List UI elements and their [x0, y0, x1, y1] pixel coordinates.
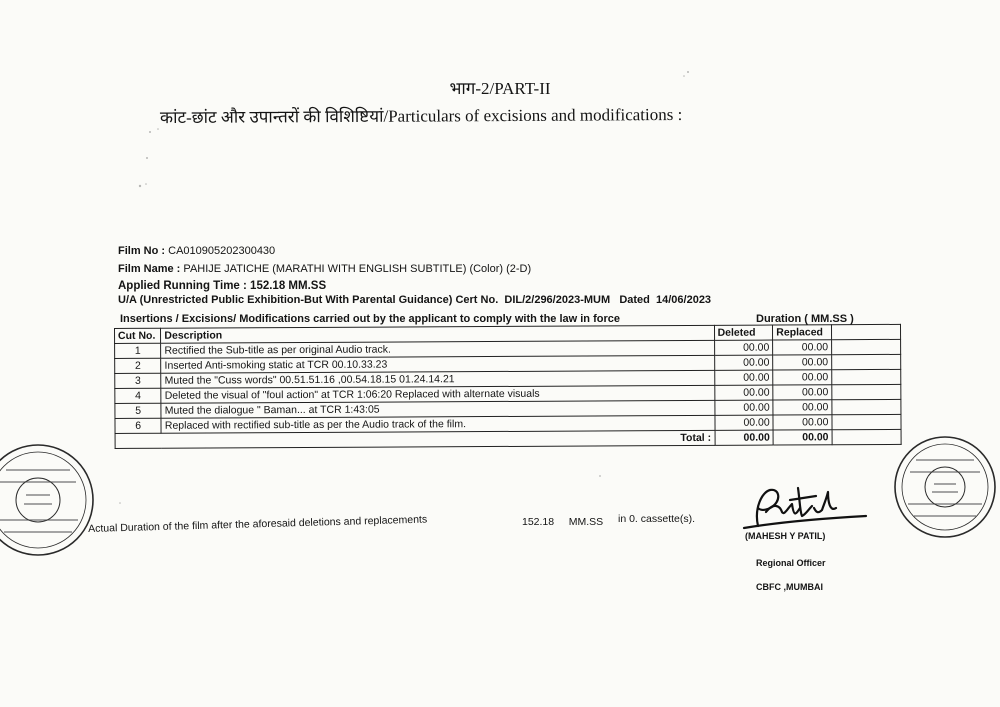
cut-replaced: 00.00	[773, 415, 832, 430]
dated-value: 14/06/2023	[656, 294, 712, 306]
total-label: Total :	[115, 430, 715, 448]
total-replaced: 00.00	[773, 430, 832, 445]
running-time-value: 152.18 MM.SS	[250, 280, 327, 292]
cut-replaced: 00.00	[773, 340, 832, 355]
blank-cell	[832, 384, 901, 399]
running-time-row	[118, 280, 326, 292]
film-name-value: PAHIJE JATICHE (MARATHI WITH ENGLISH SUBTITLE) (Color) (2-D)	[183, 263, 532, 275]
blank-cell	[832, 414, 901, 429]
cut-replaced: 00.00	[773, 370, 832, 385]
running-time-label: Applied Running Time :	[118, 280, 247, 292]
actual-duration-value	[522, 516, 603, 528]
cut-deleted: 00.00	[714, 415, 773, 430]
certificate-row	[118, 294, 711, 306]
header-description: Description	[161, 325, 714, 343]
cut-no: 4	[115, 388, 161, 403]
cut-deleted: 00.00	[714, 370, 773, 385]
certificate-text: U/A (Unrestricted Public Exhibition-But With Parental Guidance) Cert No.	[118, 294, 499, 306]
cut-no: 5	[115, 403, 161, 418]
duration-heading: Duration ( MM.SS )	[756, 313, 854, 325]
signatory-role: Regional Officer	[756, 558, 826, 568]
certificate-number: DIL/2/296/2023-MUM	[504, 294, 611, 306]
cassette-count: in 0. cassette(s).	[618, 513, 696, 525]
actual-duration-label: Actual Duration of the film after the aforesaid deletions and replacements	[88, 513, 428, 535]
particulars-heading: कांट-छांट और उपान्तरों की विशिष्टियां/Particulars of excisions and modifications :	[159, 104, 683, 128]
header-replaced: Replaced	[773, 325, 832, 340]
film-name-row	[118, 263, 531, 275]
signatory-office: CBFC ,MUMBAI	[756, 582, 823, 592]
cut-deleted: 00.00	[714, 355, 773, 370]
signatory-name: (MAHESH Y PATIL)	[745, 531, 826, 541]
cut-replaced: 00.00	[773, 400, 832, 415]
part-heading: भाग-2/PART-II	[449, 79, 551, 98]
cut-deleted: 00.00	[714, 400, 773, 415]
cut-deleted: 00.00	[714, 385, 773, 400]
cuts-table	[114, 324, 902, 449]
cbfc-stamp-left	[0, 440, 98, 560]
film-no-value: CA010905202300430	[168, 245, 276, 257]
blank-cell	[832, 369, 901, 384]
cut-deleted: 00.00	[714, 340, 773, 355]
cut-description: Inserted Anti-smoking static at TCR 00.10.33.23	[161, 355, 714, 373]
film-no-row	[118, 245, 275, 257]
cut-no: 2	[115, 358, 161, 373]
header-deleted: Deleted	[714, 325, 773, 340]
insertions-heading: Insertions / Excisions/ Modifications carried out by the applicant to comply with the law in force	[120, 313, 620, 325]
total-deleted: 00.00	[715, 430, 774, 445]
blank-cell	[832, 354, 901, 369]
actual-duration-unit: MM.SS	[568, 516, 604, 528]
film-no-label: Film No :	[118, 245, 166, 257]
header-blank	[831, 324, 900, 339]
cut-description: Muted the dialogue " Baman... at TCR 1:43:05	[161, 400, 714, 418]
blank-cell	[832, 399, 901, 414]
cut-no: 3	[115, 373, 161, 388]
blank-cell	[831, 339, 900, 354]
cut-no: 1	[115, 343, 161, 358]
signature	[740, 478, 870, 538]
cut-description: Replaced with rectified sub-title as per the Audio track of the film.	[161, 415, 714, 433]
cut-description: Deleted the visual of "foul action" at TCR 1:06:20 Replaced with alternate visuals	[161, 385, 714, 403]
cut-description: Muted the "Cuss words" 00.51.51.16 ,00.54.18.15 01.24.14.21	[161, 370, 714, 388]
header-cut-no: Cut No.	[115, 328, 161, 343]
cut-replaced: 00.00	[773, 355, 832, 370]
cut-no: 6	[115, 418, 161, 433]
cut-description: Rectified the Sub-title as per original Audio track.	[161, 340, 714, 358]
cbfc-stamp-right	[890, 432, 1000, 542]
dated-label: Dated	[619, 294, 650, 306]
film-name-label: Film Name :	[118, 263, 181, 275]
cut-replaced: 00.00	[773, 385, 832, 400]
actual-duration-number: 152.18	[522, 516, 555, 528]
